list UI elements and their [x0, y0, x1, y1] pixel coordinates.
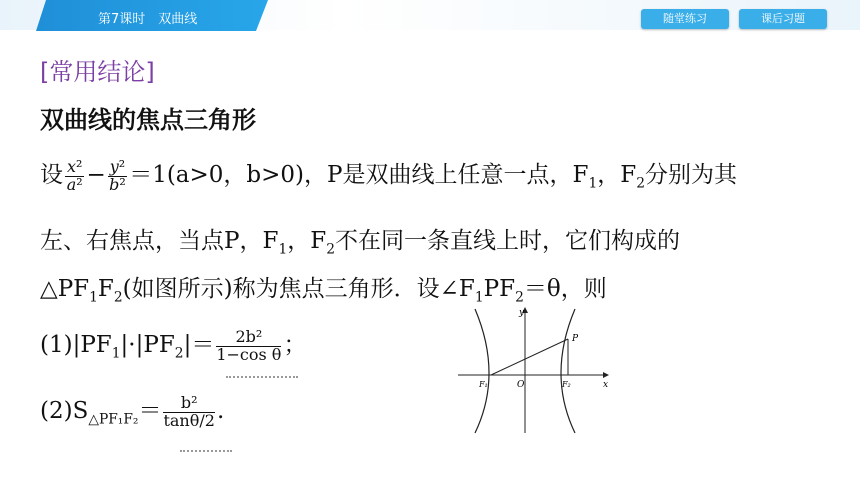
in-class-practice-button[interactable]: 随堂练习 [641, 9, 729, 29]
label-f1: F₁ [479, 380, 488, 389]
hyperbola-diagram [453, 303, 618, 438]
paragraph-line-2: 左、右焦点，当点P，$F_1$，$F_2$不在同一条直线上时，它们构成的 [40, 228, 680, 258]
emphasis-underline-2 [180, 446, 232, 452]
left-branch [475, 309, 489, 433]
section-tag: [常用结论] [40, 58, 155, 86]
r1-end: ； [283, 332, 307, 358]
r2-subscript: △PF₁F₂ [88, 411, 139, 428]
text-line3-f: F [97, 276, 114, 302]
paragraph-line-3: $\triangle PF_1F_2$(如图所示)称为焦点三角形．设$\angle F_1PF_2=\theta$，则 [40, 276, 607, 306]
x-axis-arrow [603, 372, 609, 378]
result-2 [40, 392, 224, 429]
text-line1-tail: 分别为其 [645, 162, 737, 188]
r2-end: . [216, 398, 225, 424]
label-p: P [572, 334, 579, 344]
top-bar [0, 0, 860, 34]
r2-fraction [163, 392, 215, 430]
r1-mid: |·|PF [120, 332, 175, 358]
r1-denominator: 1−cos θ [216, 344, 282, 364]
r1-eq: |＝ [183, 332, 215, 358]
lesson-title: 第7课时 双曲线 [98, 12, 198, 27]
text-she: 设 [40, 162, 63, 188]
r2-prefix: (2)S [40, 398, 89, 424]
r2-denominator: tanθ/2 [163, 410, 215, 430]
label-x: x [603, 380, 609, 390]
label-f2: F₂ [562, 380, 571, 389]
label-origin: O [517, 380, 525, 390]
text-line3-d: PF [483, 276, 516, 302]
text-f2-sep: ，F [597, 162, 637, 188]
text-line3-c: (如图所示)称为焦点三角形．设∠F [122, 276, 475, 302]
result-1: $(1)|PF_1|\cdot|PF_2|=$ $\frac{\text{2b²}}{\text{1−cos θ}}$ ； [40, 326, 307, 364]
r2-numerator: b² [163, 395, 214, 413]
text-eq-cond: ＝1(a>0，b>0)，P是双曲线上任意一点，F [129, 162, 589, 188]
r1-numerator: 2b² [216, 329, 281, 347]
text-line3: △PF [40, 276, 90, 302]
text-line2: 左、右焦点，当点P，F [40, 228, 279, 254]
r2-eq: ＝ [138, 398, 162, 424]
homework-button[interactable]: 课后习题 [739, 9, 827, 29]
fraction-y2-b2: $\frac{\text{y²}}{\text{b²}}$ [109, 156, 126, 194]
text-line3-e: ＝θ，则 [523, 276, 607, 302]
segment-pf1 [491, 339, 568, 375]
text-line2-tail: 不在同一条直线上时，它们构成的 [334, 228, 680, 254]
r1-fraction [216, 326, 282, 364]
paragraph-line-1: 设 $\frac{\text{x²}}{\text{a²}}$ − $\frac{\text{y²}}{\text{b²}}$ ＝1(a>0，b>0)，P是双曲线上任意一点，$F_1$，$F_2$分别为其 [40, 156, 737, 194]
emphasis-underline-1 [226, 372, 298, 378]
section-heading: 双曲线的焦点三角形 [40, 106, 256, 134]
r1-prefix: (1)|PF [40, 332, 112, 358]
fraction-x2-a2: $\frac{\text{x²}}{\text{a²}}$ [66, 156, 83, 194]
label-y: y [519, 308, 525, 318]
text-line2-f2: ，F [287, 228, 327, 254]
